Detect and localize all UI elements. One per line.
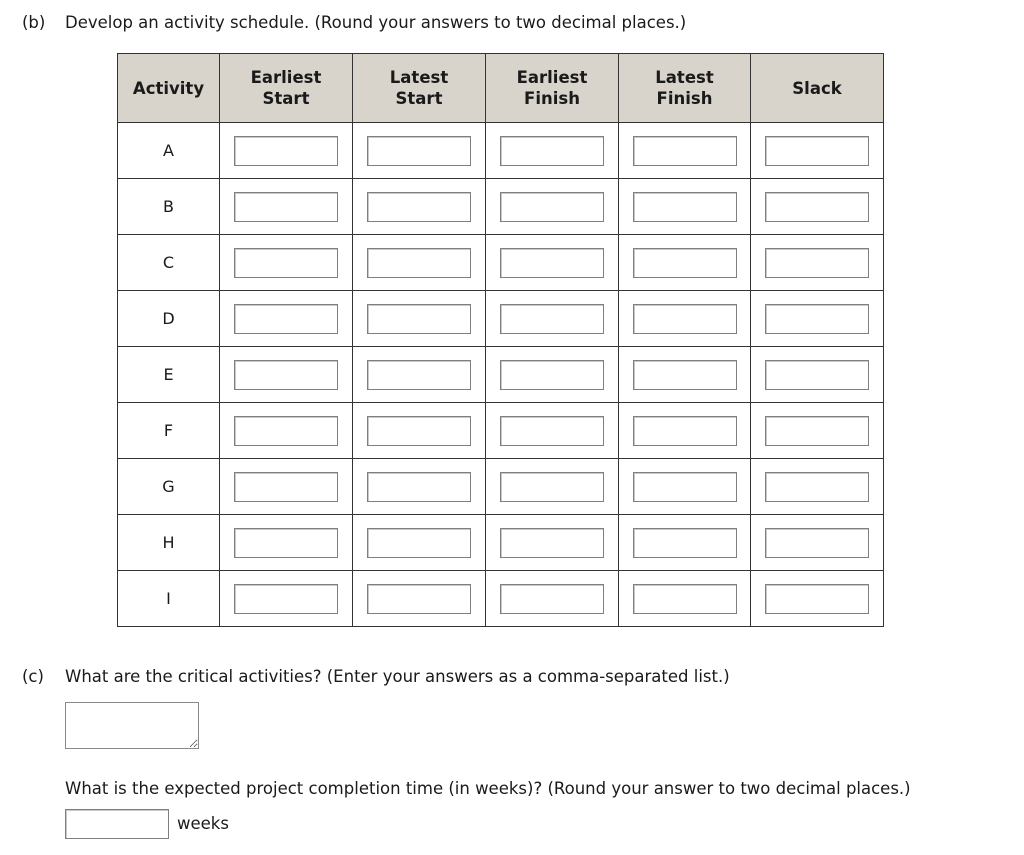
latest-start-cell <box>353 347 486 403</box>
latest-start-cell <box>353 291 486 347</box>
slack-cell <box>751 123 884 179</box>
slack-cell <box>751 291 884 347</box>
part-b-instruction: Develop an activity schedule. (Round your answers to two decimal places.) <box>65 13 687 32</box>
earliest-start-cell <box>220 179 353 235</box>
header-latest-start-line1: Latest <box>389 68 449 87</box>
activity-cell: H <box>118 515 220 571</box>
earliest-start-cell <box>220 403 353 459</box>
slack-cell <box>751 403 884 459</box>
header-latest-finish <box>619 54 751 123</box>
table-row <box>118 347 884 403</box>
earliest-finish-input[interactable] <box>500 136 604 166</box>
latest-start-input[interactable] <box>367 416 471 446</box>
earliest-start-cell <box>220 571 353 627</box>
latest-finish-input[interactable] <box>633 472 737 502</box>
completion-time-unit: weeks <box>177 814 229 833</box>
table-row <box>118 515 884 571</box>
header-latest-start <box>353 54 486 123</box>
earliest-start-input[interactable] <box>234 472 338 502</box>
activity-cell: G <box>118 459 220 515</box>
slack-cell <box>751 515 884 571</box>
slack-input[interactable] <box>765 584 869 614</box>
slack-cell <box>751 235 884 291</box>
table-row <box>118 571 884 627</box>
activity-cell: F <box>118 403 220 459</box>
earliest-finish-input[interactable] <box>500 528 604 558</box>
activity-cell: E <box>118 347 220 403</box>
table-row <box>118 403 884 459</box>
earliest-start-input[interactable] <box>234 248 338 278</box>
part-b-label: (b) <box>22 13 46 32</box>
header-earliest-start <box>220 54 353 123</box>
latest-start-cell <box>353 459 486 515</box>
latest-start-input[interactable] <box>367 584 471 614</box>
earliest-start-cell <box>220 459 353 515</box>
earliest-start-input[interactable] <box>234 192 338 222</box>
latest-start-cell <box>353 123 486 179</box>
header-slack-label: Slack <box>792 78 842 98</box>
table-row <box>118 235 884 291</box>
latest-finish-input[interactable] <box>633 360 737 390</box>
activity-cell: B <box>118 179 220 235</box>
latest-start-input[interactable] <box>367 304 471 334</box>
slack-input[interactable] <box>765 528 869 558</box>
header-earliest-finish <box>486 54 619 123</box>
latest-finish-input[interactable] <box>633 136 737 166</box>
critical-activities-input[interactable] <box>65 702 199 749</box>
latest-start-cell <box>353 515 486 571</box>
slack-input[interactable] <box>765 416 869 446</box>
earliest-finish-cell <box>486 459 619 515</box>
slack-cell <box>751 571 884 627</box>
slack-input[interactable] <box>765 304 869 334</box>
activity-cell: D <box>118 291 220 347</box>
latest-finish-input[interactable] <box>633 584 737 614</box>
latest-start-input[interactable] <box>367 192 471 222</box>
earliest-finish-cell <box>486 515 619 571</box>
latest-finish-cell <box>619 123 751 179</box>
latest-finish-cell <box>619 459 751 515</box>
earliest-finish-cell <box>486 403 619 459</box>
earliest-finish-input[interactable] <box>500 248 604 278</box>
latest-start-cell <box>353 571 486 627</box>
latest-finish-input[interactable] <box>633 416 737 446</box>
table-header-row <box>118 54 884 123</box>
earliest-finish-cell <box>486 347 619 403</box>
header-slack <box>751 54 884 123</box>
latest-start-input[interactable] <box>367 248 471 278</box>
latest-start-input[interactable] <box>367 472 471 502</box>
earliest-finish-input[interactable] <box>500 416 604 446</box>
part-c-label: (c) <box>22 667 44 686</box>
slack-input[interactable] <box>765 192 869 222</box>
slack-input[interactable] <box>765 136 869 166</box>
table-row <box>118 459 884 515</box>
earliest-finish-cell <box>486 291 619 347</box>
latest-finish-cell <box>619 403 751 459</box>
latest-start-input[interactable] <box>367 528 471 558</box>
slack-cell <box>751 179 884 235</box>
earliest-start-cell <box>220 347 353 403</box>
latest-start-cell <box>353 179 486 235</box>
latest-start-cell <box>353 235 486 291</box>
activity-cell: A <box>118 123 220 179</box>
slack-cell <box>751 347 884 403</box>
earliest-start-input[interactable] <box>234 360 338 390</box>
earliest-start-cell <box>220 235 353 291</box>
slack-input[interactable] <box>765 248 869 278</box>
latest-finish-input[interactable] <box>633 304 737 334</box>
earliest-start-input[interactable] <box>234 136 338 166</box>
table-row <box>118 123 884 179</box>
earliest-start-input[interactable] <box>234 416 338 446</box>
earliest-start-input[interactable] <box>234 584 338 614</box>
earliest-start-cell <box>220 515 353 571</box>
earliest-finish-input[interactable] <box>500 472 604 502</box>
latest-finish-cell <box>619 179 751 235</box>
activity-schedule-table <box>117 53 884 627</box>
latest-start-input[interactable] <box>367 360 471 390</box>
earliest-finish-cell <box>486 123 619 179</box>
latest-finish-input[interactable] <box>633 528 737 558</box>
latest-finish-cell <box>619 515 751 571</box>
activity-cell: I <box>118 571 220 627</box>
header-latest-finish-line1: Latest <box>655 68 714 87</box>
completion-time-input[interactable] <box>65 809 169 839</box>
table-row <box>118 291 884 347</box>
latest-finish-cell <box>619 347 751 403</box>
earliest-finish-cell <box>486 235 619 291</box>
slack-input[interactable] <box>765 472 869 502</box>
earliest-finish-input[interactable] <box>500 584 604 614</box>
slack-cell <box>751 459 884 515</box>
latest-finish-cell <box>619 571 751 627</box>
completion-time-question: What is the expected project completion time (in weeks)? (Round your answer to two decimal places.) <box>65 779 911 798</box>
table-row <box>118 179 884 235</box>
slack-input[interactable] <box>765 360 869 390</box>
earliest-finish-input[interactable] <box>500 360 604 390</box>
earliest-finish-cell <box>486 571 619 627</box>
critical-activities-question: What are the critical activities? (Enter your answers as a comma-separated list.) <box>65 667 730 686</box>
latest-finish-input[interactable] <box>633 192 737 222</box>
latest-start-input[interactable] <box>367 136 471 166</box>
earliest-finish-input[interactable] <box>500 304 604 334</box>
header-activity-label: Activity <box>132 78 205 98</box>
latest-finish-input[interactable] <box>633 248 737 278</box>
header-earliest-finish-line1: Earliest <box>516 68 588 87</box>
latest-finish-cell <box>619 291 751 347</box>
header-latest-finish-line2: Finish <box>656 89 713 108</box>
earliest-start-input[interactable] <box>234 304 338 334</box>
earliest-finish-cell <box>486 179 619 235</box>
table-body <box>118 123 884 627</box>
header-latest-start-line2: Start <box>395 89 443 108</box>
header-earliest-finish-line2: Finish <box>524 89 580 108</box>
header-earliest-start-line2: Start <box>262 89 310 108</box>
earliest-start-input[interactable] <box>234 528 338 558</box>
earliest-start-cell <box>220 291 353 347</box>
activity-cell: C <box>118 235 220 291</box>
header-earliest-start-line1: Earliest <box>250 68 322 87</box>
latest-finish-cell <box>619 235 751 291</box>
earliest-finish-input[interactable] <box>500 192 604 222</box>
latest-start-cell <box>353 403 486 459</box>
earliest-start-cell <box>220 123 353 179</box>
header-activity <box>118 54 220 123</box>
